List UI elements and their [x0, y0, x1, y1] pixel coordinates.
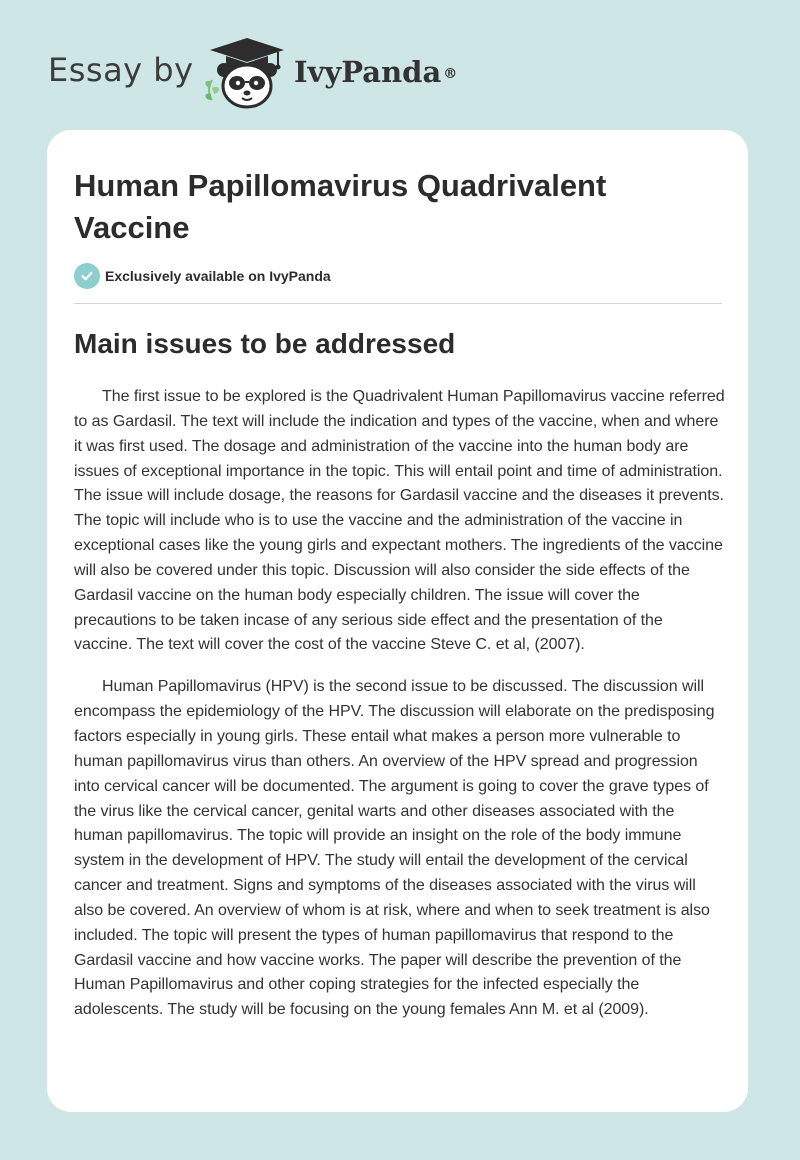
essay-by-label: Essay by [48, 51, 194, 89]
paragraph: The first issue to be explored is the Quadrivalent Human Papillomavirus vaccine referred to as Gardasil. The text will include the indication and types of the vaccine, when and where it was first used. The dosage and administration of the vaccine into the human body are issues of exceptional importance in the topic. This will entail point and time of administration. The issue will include dosage, the reasons for Gardasil vaccine and the diseases it prevents. The topic will include who is to use the vaccine and the administration of the vaccine in exceptional cases like the young girls and expectant mothers. The ingredients of the vaccine will also be covered under this topic. Discussion will also consider the side effects of the Gardasil vaccine on the human body especially children. The issue will cover the precautions to be taken incase of any serious side effect and the presentation of the vaccine. The text will cover the cost of the vaccine Steve C. et al, (2007). [74, 388, 725, 654]
essay-title: Human Papillomavirus Quadrivalent Vaccine [74, 168, 607, 245]
section-heading: Main issues to be addressed [74, 328, 456, 359]
registered-mark: ® [443, 66, 458, 82]
essay-card [47, 130, 748, 1112]
exclusive-label: Exclusively available on IvyPanda [105, 268, 331, 284]
check-circle-icon [74, 263, 100, 289]
panda-graduate-icon[interactable] [200, 36, 294, 110]
brand-name[interactable] [294, 52, 457, 92]
site-header [0, 0, 800, 120]
divider [74, 303, 722, 304]
essay-body [74, 385, 725, 1040]
brand-name-text: IvyPanda [294, 55, 442, 89]
exclusive-badge [74, 263, 331, 289]
paragraph: Human Papillomavirus (HPV) is the second issue to be discussed. The discussion will encompass the epidemiology of the HPV. The discussion will elaborate on the predisposing factors especially in young girls. These entail what makes a person more vulnerable to human papillomavirus virus than others. An overview of the HPV spread and progression into cervical cancer will be documented. The argument is going to cover the grave types of the virus like the cervical cancer, genital warts and other diseases associated with the human papillomavirus. The topic will provide an insight on the role of the body immune system in the development of HPV. The study will entail the development of the cervical cancer and treatment. Signs and symptoms of the diseases associated with the virus will also be covered. An overview of whom is at risk, where and when to seek treatment is also included. The topic will present the types of human papillomavirus that respond to the Gardasil vaccine and how vaccine works. The paper will describe the prevention of the Human Papillomavirus and other coping strategies for the infected especially the adolescents. The study will be focusing on the young females Ann M. et al (2009). [74, 678, 715, 1019]
